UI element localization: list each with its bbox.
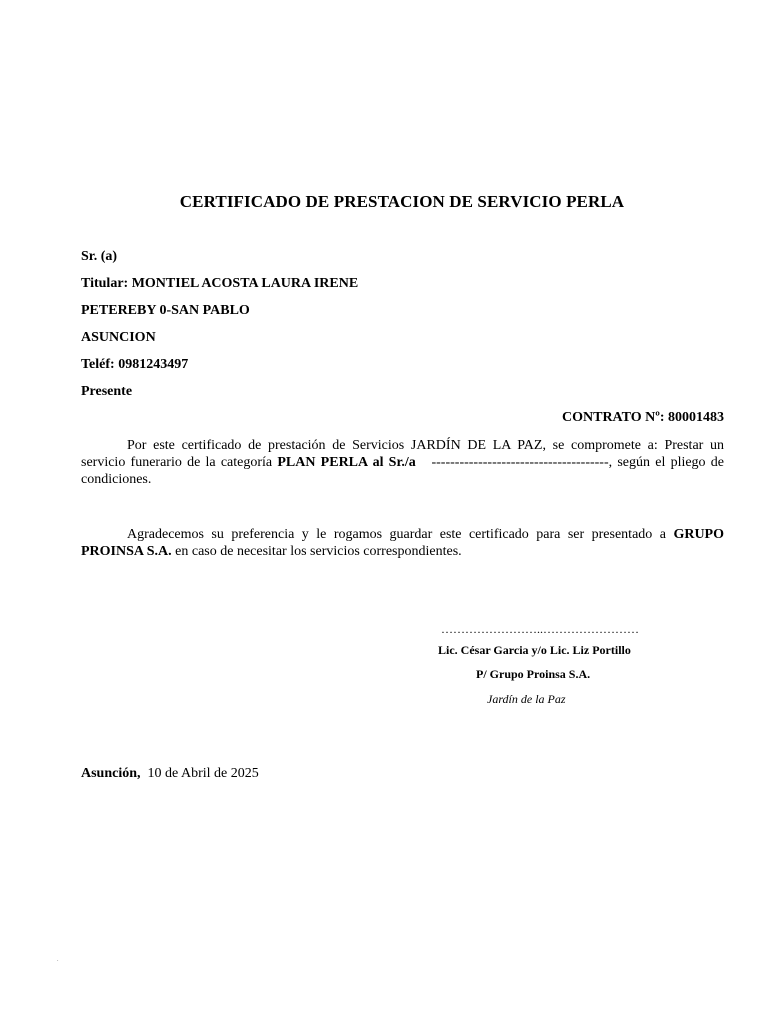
recipient-address: PETEREBY 0-SAN PABLO <box>81 303 250 318</box>
signature-place: Jardín de la Paz <box>487 692 566 706</box>
recipient-salutation: Sr. (a) <box>81 249 118 264</box>
paragraph-service-text-a: Por este certificado de prestación de Servicios JARDÍN DE LA PAZ, se compromete a: Prestar un servicio funerario de la categoría <box>81 438 724 470</box>
paragraph-thanks-text-b: en caso de necesitar los servicios correspondientes. <box>171 544 462 559</box>
signature-line: ……………………..…………………… <box>441 622 639 636</box>
recipient-holder: Titular: MONTIEL ACOSTA LAURA IRENE <box>81 276 359 291</box>
signature-names: Lic. César Garcia y/o Lic. Liz Portillo <box>438 643 631 657</box>
paragraph-service-text-b: , según el pliego de condiciones. <box>81 455 724 487</box>
date-value: 10 de Abril de 2025 <box>147 766 259 781</box>
paragraph-thanks <box>81 526 724 560</box>
document-date <box>81 766 259 782</box>
paragraph-service-plan: PLAN PERLA al Sr./a <box>277 455 416 470</box>
footer-mark: . <box>57 957 59 963</box>
paragraph-thanks-text-a: Agradecemos su preferencia y le rogamos guardar este certificado para ser presentado a <box>127 527 674 542</box>
date-label: Asunción, <box>81 766 141 781</box>
paragraph-thanks-company: GRUPO PROINSA S.A. <box>81 527 724 559</box>
paragraph-service <box>81 437 724 488</box>
recipient-city: ASUNCION <box>81 330 156 345</box>
contract-number: CONTRATO Nº: 80001483 <box>562 410 724 425</box>
recipient-presente: Presente <box>81 384 133 399</box>
signature-company: P/ Grupo Proinsa S.A. <box>476 667 591 681</box>
recipient-phone: Teléf: 0981243497 <box>81 357 189 372</box>
paragraph-service-blank: -------------------------------------- <box>431 455 609 470</box>
document-title: CERTIFICADO DE PRESTACION DE SERVICIO PERLA <box>179 192 625 211</box>
